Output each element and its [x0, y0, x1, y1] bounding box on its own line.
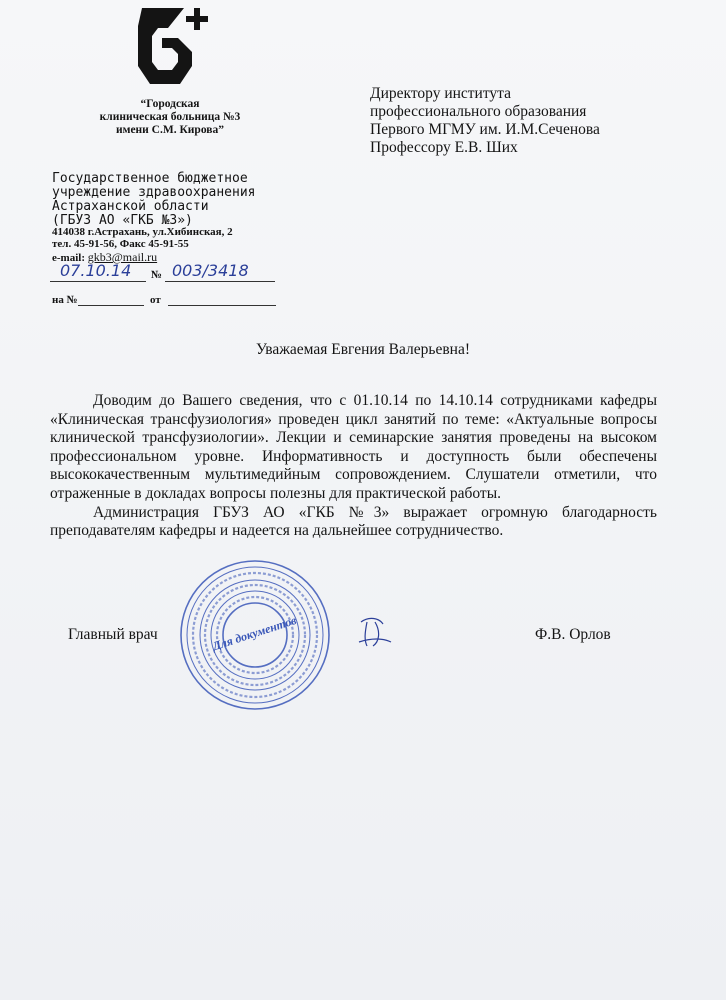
addressee-block	[370, 85, 600, 157]
reference-date-field[interactable]	[168, 305, 276, 306]
institution-line: (ГБУЗ АО «ГКБ №3»)	[52, 213, 193, 228]
reference-number-label: на №	[52, 294, 78, 306]
signer-name: Ф.В. Орлов	[535, 626, 611, 643]
addressee-line: Первого МГМУ им. И.М.Сеченова	[370, 121, 600, 138]
hospital-name-line: имени С.М. Кирова”	[115, 124, 224, 136]
institution-address: 414038 г.Астрахань, ул.Хибинская, 2	[52, 226, 233, 238]
institution-line: учреждение здравоохранения	[52, 185, 256, 200]
institution-phones: тел. 45-91-56, Факс 45-91-55	[52, 238, 189, 250]
salutation: Уважаемая Евгения Валерьевна!	[255, 341, 470, 358]
letter-body	[50, 392, 657, 541]
institution-line: Астраханской области	[52, 199, 209, 214]
addressee-line: профессионального образования	[370, 103, 587, 120]
outgoing-number-label: №	[151, 269, 163, 281]
reference-number-field[interactable]	[78, 305, 144, 306]
email-link[interactable]: gkb3@mail.ru	[87, 250, 158, 264]
hospital-name-line: “Городская	[140, 98, 200, 110]
institution-name	[52, 172, 256, 228]
stamp-center-text: Для документов	[210, 612, 299, 654]
addressee-line: Профессору Е.В. Ших	[370, 139, 518, 156]
date-underline	[50, 281, 146, 282]
signer-position: Главный врач	[68, 626, 158, 643]
reference-from-label: от	[150, 294, 161, 306]
addressee-line: Директору института	[370, 85, 512, 102]
hospital-logo	[128, 4, 214, 94]
handwritten-signature	[355, 612, 395, 652]
institution-line: Государственное бюджетное	[52, 171, 248, 186]
body-paragraph: Доводим до Вашего сведения, что с 01.10.14 по 14.10.14 сотрудниками кафедры «Клиническая трансфузиология» проведен цикл занятий по теме: «Актуальные вопросы клинической трансфузиологии». Лекции и семинарские занятия проведены на высоком профессиональном уровне. Информативность и доступность были обеспечены высококачественным мультимедийным сопровождением. Слушатели отметили, что отраженные в докладах вопросы полезны для практической работы.	[50, 392, 657, 502]
number-underline	[165, 281, 275, 282]
body-paragraph: Администрация ГБУЗ АО «ГКБ №3» выражает огромную благодарность преподавателям кафедры и надеется на дальнейшее сотрудничество.	[50, 503, 657, 540]
outgoing-number: 003/3418	[172, 261, 249, 280]
official-stamp	[175, 555, 335, 715]
hospital-name-line: клиническая больница №3	[99, 111, 241, 123]
outgoing-date: 07.10.14	[60, 261, 132, 280]
hospital-name	[60, 98, 280, 137]
email-label: e-mail:	[52, 252, 85, 264]
